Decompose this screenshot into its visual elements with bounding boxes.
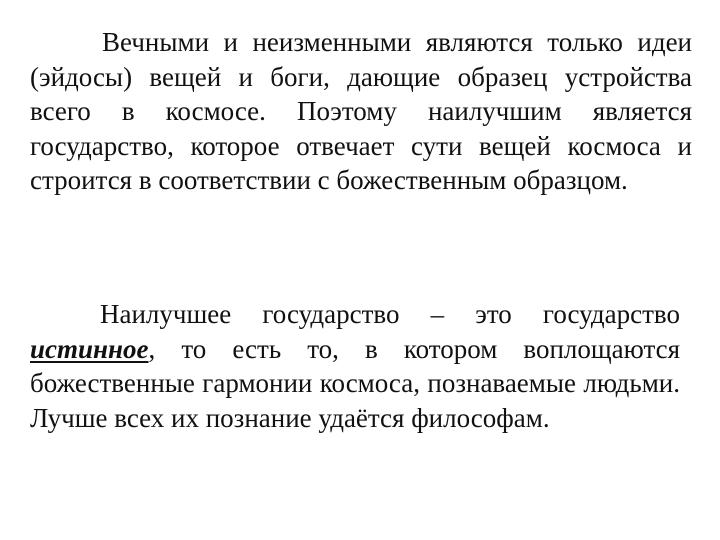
paragraph-first (30, 25, 692, 198)
emphasized-word: истинное (30, 333, 149, 364)
paragraph-second (30, 297, 680, 435)
paragraph-first-text: Вечными и неизменными являются только идеи (эйдосы) вещей и боги, дающие образец устройства всего в космосе. Поэтому наилучшим является государство, которое отвечает сути вещей космоса и строится в соответствии с божественным образцом. (30, 27, 692, 196)
paragraph-second-text-start: Наилучшее государство – это государство (100, 299, 680, 329)
paragraph-second-text-end: , то есть то, в котором воплощаются божественные гармонии космоса, познаваемые людьми. Лучше всех их познание удаётся философам. (30, 333, 680, 433)
